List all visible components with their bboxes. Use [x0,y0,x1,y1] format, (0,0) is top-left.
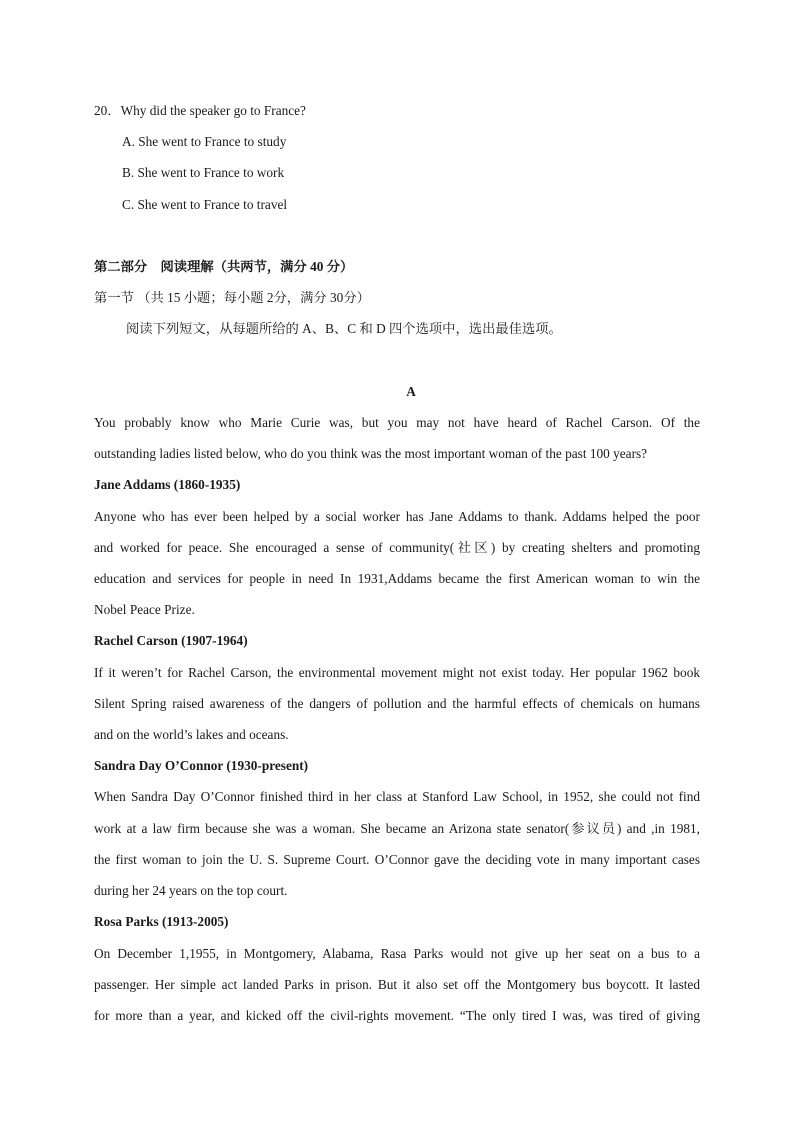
intro-line: outstanding ladies listed below, who do you think was the most important woman of the past 100 years? [94,446,648,461]
question-20-option-b: B. She went to France to work [122,165,285,180]
paragraph-line: Anyone who has ever been helped by a social worker has Jane Addams to thank. Addams helped the poor [94,509,700,524]
paragraph-line: If it weren’t for Rachel Carson, the environmental movement might not exist today. Her popular 1962 book [94,665,700,680]
question-20-option-a: A. She went to France to study [122,134,287,149]
paragraph-line: and worked for peace. She encouraged a sense of community(社区) by creating shelters and promoting [94,540,700,555]
section-instruction: 阅读下列短文，从每题所给的 A、B、C 和 D 四个选项中，选出最佳选项。 [126,321,562,336]
paragraph-line: When Sandra Day O’Connor finished third in her class at Stanford Law School, in 1952, she could not find [94,789,700,804]
question-20-option-c: C. She went to France to travel [122,197,288,212]
passage-letter: A [406,384,416,399]
paragraph-line: Silent Spring raised awareness of the dangers of pollution and the harmful effects of chemicals on humans [94,696,700,711]
person-name-jane-addams: Jane Addams (1860-1935) [94,477,241,492]
paragraph-line: for more than a year, and kicked off the civil-rights movement. “The only tired I was, was tired of giving [94,1008,700,1023]
paragraph-line: during her 24 years on the top court. [94,883,288,898]
question-20-stem: 20．Why did the speaker go to France? [94,103,306,118]
paragraph-line: and on the world’s lakes and oceans. [94,727,289,742]
paragraph-line: the first woman to join the U. S. Supreme Court. O’Connor gave the deciding vote in many important cases [94,852,700,867]
paragraph-line: Nobel Peace Prize. [94,602,195,617]
paragraph-line: work at a law firm because she was a woman. She became an Arizona state senator(参议员) and ,in 1981, [94,821,700,836]
intro-line: You probably know who Marie Curie was, but you may not have heard of Rachel Carson. Of the [94,415,700,430]
person-name-sandra-day-oconnor: Sandra Day O’Connor (1930-present) [94,758,309,773]
section-subheading: 第一节 （共 15 小题；每小题 2分，满分 30分） [94,290,370,305]
paragraph-line: passenger. Her simple act landed Parks in prison. But it also set off the Montgomery bus boycott. It lasted [94,977,700,992]
person-name-rosa-parks: Rosa Parks (1913-2005) [94,914,229,929]
person-name-rachel-carson: Rachel Carson (1907-1964) [94,633,248,648]
section-heading: 第二部分 阅读理解（共两节，满分 40 分） [94,259,354,274]
paragraph-line: On December 1,1955, in Montgomery, Alabama, Rasa Parks would not give up her seat on a bus to a [94,946,700,961]
paragraph-line: education and services for people in need In 1931,Addams became the first American woman to win the [94,571,700,586]
